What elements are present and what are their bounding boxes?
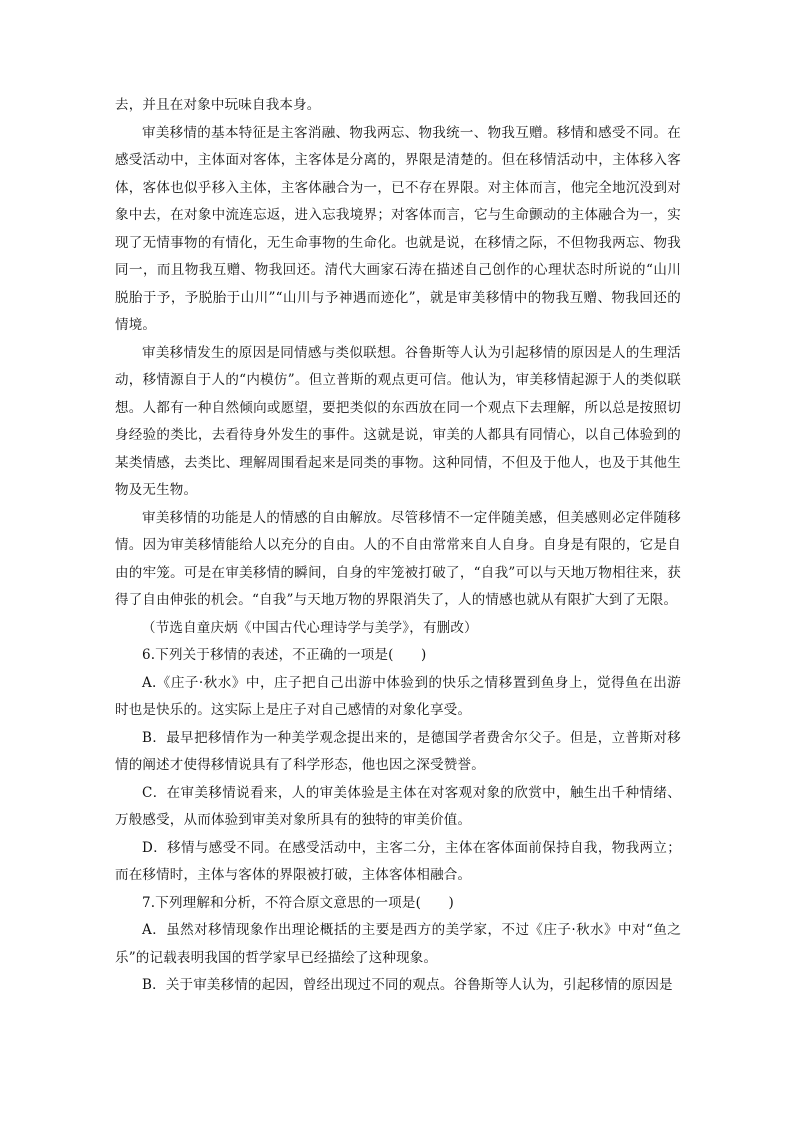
question-6-option-d: D．移情与感受不同。在感受活动中，主客二分，主体在客体面前保持自我，物我两立；而在移情时，主体与客体的界限被打破，主体客体相融合。 bbox=[115, 839, 681, 883]
passage-paragraph-1: 审美移情的基本特征是主客消融、物我两忘、物我统一、物我互赠。移情和感受不同。在感受活动中，主体面对客体，主客体是分离的，界限是清楚的。但在移情活动中，主体移入客体，客体也似乎移入主体，主客体融合为一，已不存在界限。对主体而言，他完全地沉没到对象中去，在对象中流连忘返，进入忘我境界；对客体而言，它与生命颤动的主体融合为一，实现了无情事物的有情化，无生命事物的生命化。也就是说，在移情之际，不但物我两忘、物我同一，而且物我互赠、物我回还。清代大画家石涛在描述自己创作的心理状态时所说的“山川脱胎于予，予脱胎于山川”“山川与予神遇而迹化”，就是审美移情中的物我互赠、物我回还的情境。 bbox=[115, 124, 681, 333]
question-6-option-c: C．在审美移情说看来，人的审美体验是主体在对客观对象的欣赏中，触生出千种情绪、万般感受，从而体验到审美对象所具有的独特的审美价值。 bbox=[115, 784, 681, 828]
question-7-option-b: B．关于审美移情的起因，曾经出现过不同的观点。谷鲁斯等人认为，引起移情的原因是 bbox=[142, 977, 673, 993]
question-6-option-b: B．最早把移情作为一种美学观念提出来的，是德国学者费舍尔父子。但是，立普斯对移情的阐述才使得移情说具有了科学形态，他也因之深受赞誉。 bbox=[115, 729, 681, 773]
passage-paragraph-3: 审美移情的功能是人的情感的自由解放。尽管移情不一定伴随美感，但美感则必定伴随移情。因为审美移情能给人以充分的自由。人的不自由常常来自人自身。自身是有限的，它是自由的牢笼。可是在审美移情的瞬间，自身的牢笼被打破了，“自我”可以与天地万物相往来，获得了自由伸张的机会。“自我”与天地万物的界限消失了，人的情感也就从有限扩大到了无限。 bbox=[115, 509, 681, 608]
question-6-option-a: A.《庄子·秋水》中，庄子把自己出游中体验到的快乐之情移置到鱼身上，觉得鱼在出游时也是快乐的。这实际上是庄子对自己感情的对象化享受。 bbox=[115, 674, 681, 718]
passage-paragraph-0: 去，并且在对象中玩味自我本身。 bbox=[115, 97, 321, 113]
question-7-stem: 7.下列理解和分析，不符合原文意思的一项是( ) bbox=[142, 894, 454, 911]
passage-source: （节选自童庆炳《中国古代心理诗学与美学》，有删改） bbox=[142, 619, 478, 636]
question-7-option-a: A．虽然对移情现象作出理论概括的主要是西方的美学家，不过《庄子·秋水》中对“鱼之乐”的记载表明我国的哲学家早已经描绘了这种现象。 bbox=[115, 922, 681, 966]
passage-paragraph-2: 审美移情发生的原因是同情感与类似联想。谷鲁斯等人认为引起移情的原因是人的生理活动，移情源自于人的“内模仿”。但立普斯的观点更可信。他认为，审美移情起源于人的类似联想。人都有一种自然倾向或愿望，要把类似的东西放在同一个观点下去理解，所以总是按照切身经验的类比，去看待身外发生的事件。这就是说，审美的人都具有同情心，以自己体验到的某类情感，去类比、理解周围看起来是同类的事物。这种同情，不但及于他人，也及于其他生物及无生物。 bbox=[115, 344, 681, 498]
question-6-stem: 6.下列关于移情的表述，不正确的一项是( ) bbox=[142, 647, 427, 663]
document-page bbox=[115, 92, 681, 1000]
